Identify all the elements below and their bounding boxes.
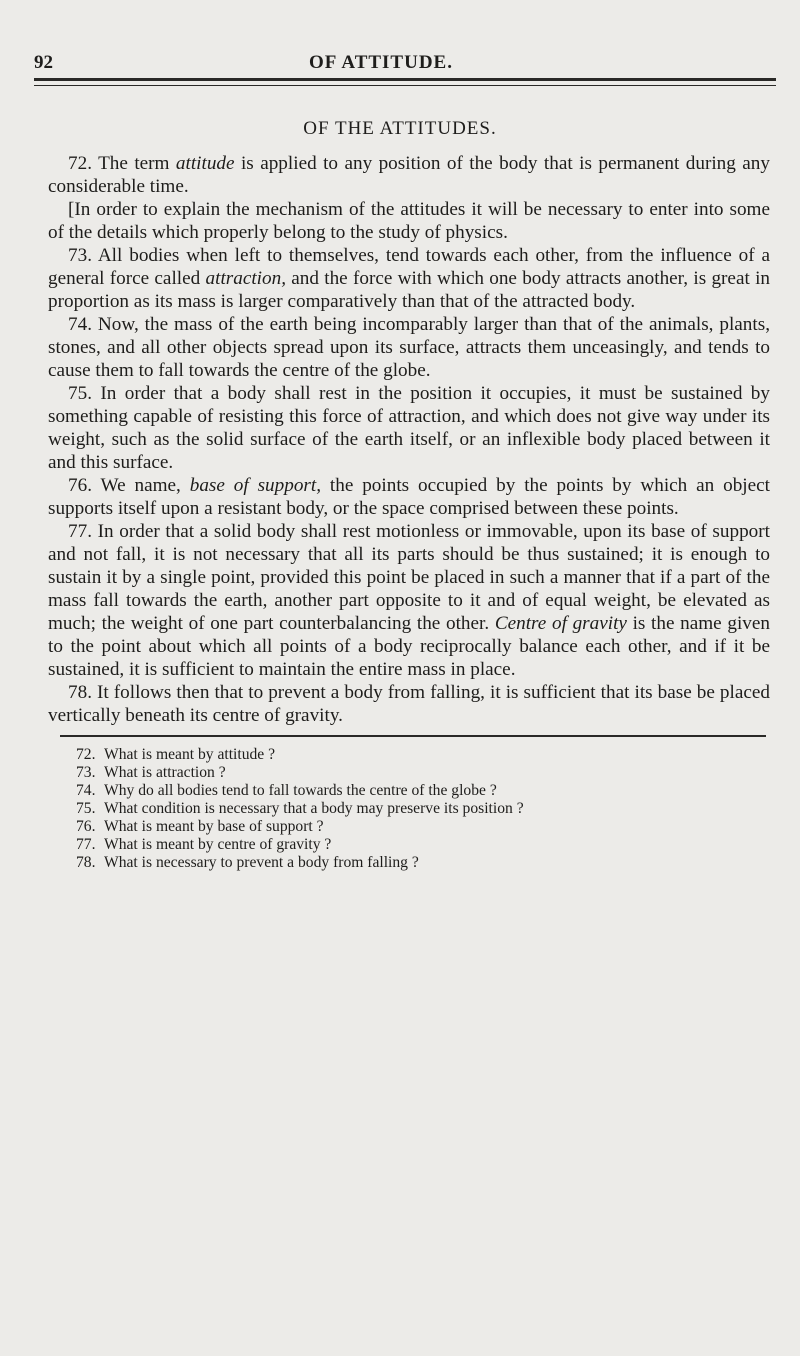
review-questions [76,746,766,872]
paragraph-intro: [In order to explain the mechanism of the attitudes it will be necessary to enter into some of the details which properly belong to the study of physics. [48,199,770,243]
body-text [48,152,770,727]
paragraph-75: 75. In order that a body shall rest in the position it occupies, it must be sustained by something capable of resisting this force of attraction, and which does not give way under its weight, such as the solid surface of the earth itself, or an inflexible body placed between it and this surface. [48,383,770,473]
question-item: 77. What is meant by centre of gravity ? [76,836,332,853]
paragraph-78: 78. It follows then that to prevent a body from falling, it is sufficient that its base be placed vertically beneath its centre of gravity. [48,682,770,726]
paragraph-74: 74. Now, the mass of the earth being incomparably larger than that of the animals, plants, stones, and all other objects spread upon its surface, attracts them unceasingly, and tends to cause them to fall towards the centre of the globe. [48,314,770,381]
question-item: 75. What condition is necessary that a body may preserve its position ? [76,800,524,817]
question-item: 74. Why do all bodies tend to fall towards the centre of the globe ? [76,782,497,799]
paragraph-73: 73. All bodies when left to themselves, tend towards each other, from the influence of a general force called attraction, and the force with which one body attracts another, is great in proportion as its mass is larger comparatively than that of the attracted body. [48,245,771,312]
question-item: 76. What is meant by base of support ? [76,818,324,835]
paragraph-72: 72. The term attitude is applied to any position of the body that is permanent during any considerable time. [48,153,770,197]
question-item: 72. What is meant by attitude ? [76,746,276,763]
paragraph-77: 77. In order that a solid body shall rest motionless or immovable, upon its base of support and not fall, it is not necessary that all its parts should be thus sustained; it is enough to sustain it by a single point, provided this point be placed in such a manner that if a part of the mass fall towards the earth, another part opposite to it and of equal weight, be elevated as much; the weight of one part counterbalancing the other. Centre of gravity is the name given to the point about which all points of a body reciprocally balance each other, and if it be sustained, it is sufficient to maintain the entire mass in place. [48,521,770,680]
header-rule-thick [34,78,776,81]
question-item: 78. What is necessary to prevent a body from falling ? [76,854,419,871]
question-item: 73. What is attraction ? [76,764,226,781]
page-number: 92 [34,52,53,73]
header-rule-thin [34,85,776,86]
paragraph-76: 76. We name, base of support, the points occupied by the points by which an object supports itself upon a resistant body, or the space comprised between these points. [48,475,771,519]
section-title: OF THE ATTITUDES. [303,118,497,139]
running-head [34,52,774,80]
footnote-rule [60,735,766,737]
running-title: OF ATTITUDE. [309,52,453,73]
